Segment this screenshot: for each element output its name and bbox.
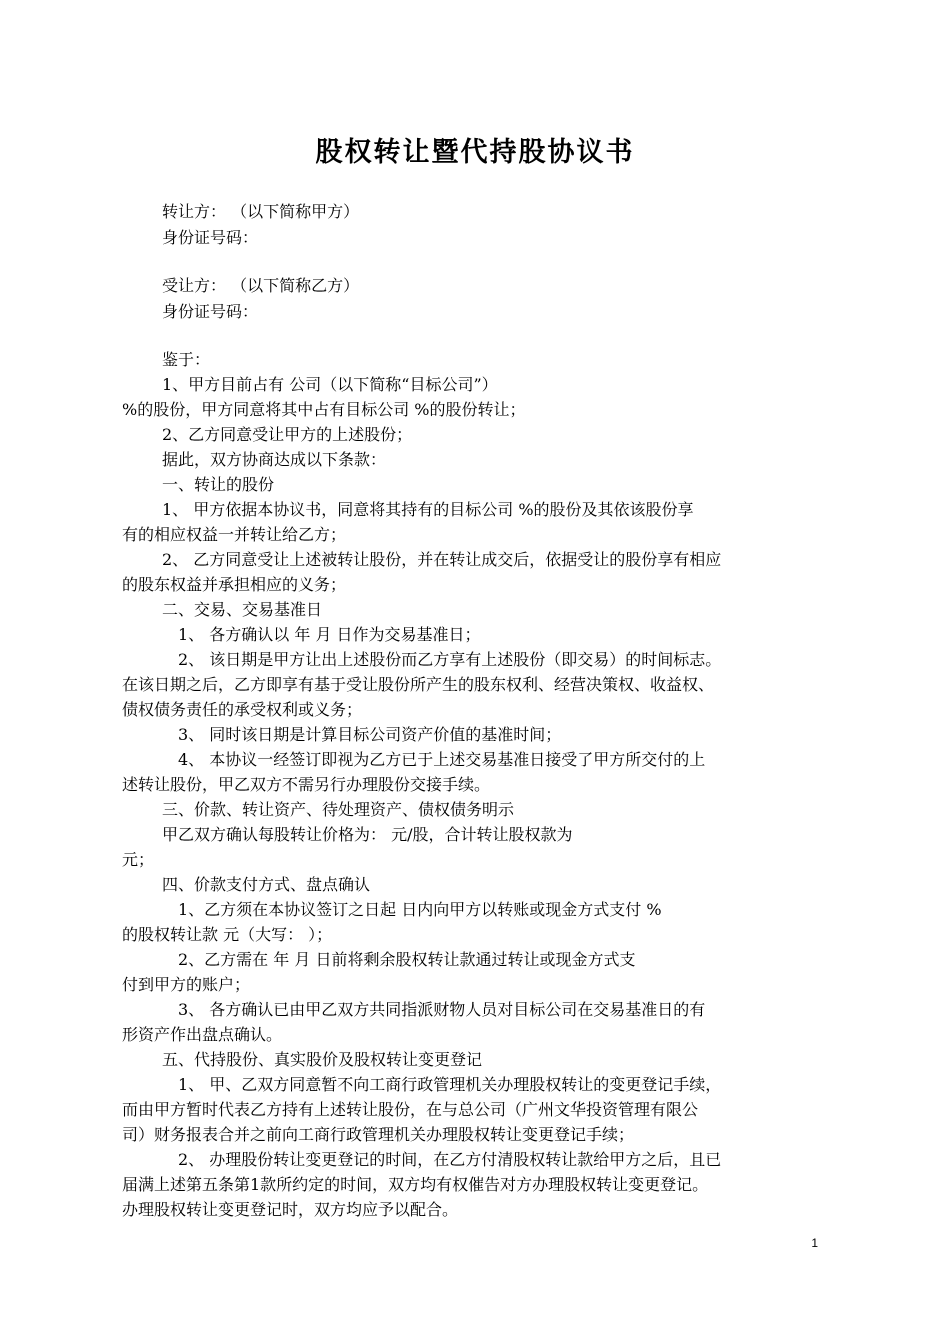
section-heading-4: 四、价款支付方式、盘点确认: [162, 875, 371, 894]
whereas-heading: 鉴于：: [162, 350, 211, 369]
text-line: 据此，双方协商达成以下条款：: [162, 450, 387, 469]
section-heading-3: 三、价款、转让资产、待处理资产、债权债务明示: [162, 800, 515, 819]
transferee-line: 受让方： （以下简称乙方）: [162, 276, 360, 295]
text-line: 述转让股份，甲乙双方不需另行办理股份交接手续。: [122, 775, 491, 794]
text-line: 2、 乙方同意受让上述被转让股份，并在转让成交后，依据受让的股份享有相应: [162, 550, 722, 569]
text-line: 届满上述第五条第1款所约定的时间，双方均有权催告对方办理股权转让变更登记。: [122, 1175, 709, 1194]
text-line: 付到甲方的账户；: [122, 975, 251, 994]
text-line: 元；: [122, 850, 155, 869]
text-line: 有的相应权益一并转让给乙方；: [122, 525, 347, 544]
text-line: 形资产作出盘点确认。: [122, 1025, 283, 1044]
text-line: 1、 甲、乙双方同意暂不向工商行政管理机关办理股权转让的变更登记手续，: [178, 1075, 722, 1094]
text-line: 2、乙方需在 年 月 日前将剩余股权转让款通过转让或现金方式支: [178, 950, 636, 969]
text-line: 的股东权益并承担相应的义务；: [122, 575, 347, 594]
document-title: 股权转让暨代持股协议书: [315, 137, 635, 168]
text-line: 1、甲方目前占有 公司（以下简称“目标公司”）: [162, 375, 498, 394]
text-line: 1、 各方确认以 年 月 日作为交易基准日；: [178, 625, 481, 644]
transferor-id-line: 身份证号码：: [162, 228, 259, 247]
text-line: 3、 各方确认已由甲乙双方共同指派财物人员对目标公司在交易基准日的有: [178, 1000, 706, 1019]
text-line: 1、 甲方依据本协议书，同意将其持有的目标公司 %的股份及其依该股份享: [162, 500, 694, 519]
text-line: 1、乙方须在本协议签订之日起 日内向甲方以转账或现金方式支付 %: [178, 900, 662, 919]
transferee-id-line: 身份证号码：: [162, 302, 259, 321]
text-line: 债权债务责任的承受权利或义务；: [122, 700, 363, 719]
text-line: 的股权转让款 元（大写： ）；: [122, 925, 333, 944]
section-heading-1: 一、转让的股份: [162, 475, 275, 494]
text-line: 2、 该日期是甲方让出上述股份而乙方享有上述股份（即交易）的时间标志。: [178, 650, 722, 669]
text-line: %的股份，甲方同意将其中占有目标公司 %的股份转让；: [122, 400, 526, 419]
transferor-line: 转让方： （以下简称甲方）: [162, 202, 360, 221]
text-line: 在该日期之后，乙方即享有基于受让股份所产生的股东权利、经营决策权、收益权、: [122, 675, 715, 694]
text-line: 而由甲方暂时代表乙方持有上述转让股份，在与总公司（广州文华投资管理有限公: [122, 1100, 699, 1119]
section-heading-2: 二、交易、交易基准日: [162, 600, 323, 619]
text-line: 甲乙双方确认每股转让价格为： 元/股，合计转让股权款为: [162, 825, 573, 844]
text-line: 3、 同时该日期是计算目标公司资产价值的基准时间；: [178, 725, 562, 744]
text-line: 办理股权转让变更登记时，双方均应予以配合。: [122, 1200, 459, 1219]
text-line: 司）财务报表合并之前向工商行政管理机关办理股权转让变更登记手续；: [122, 1125, 635, 1144]
section-heading-5: 五、代持股份、真实股价及股权转让变更登记: [162, 1050, 483, 1069]
page-number: 1: [811, 1236, 818, 1250]
text-line: 2、 办理股份转让变更登记的时间，在乙方付清股权转让款给甲方之后，且已: [178, 1150, 722, 1169]
text-line: 4、 本协议一经签订即视为乙方已于上述交易基准日接受了甲方所交付的上: [178, 750, 706, 769]
text-line: 2、乙方同意受让甲方的上述股份；: [162, 425, 413, 444]
